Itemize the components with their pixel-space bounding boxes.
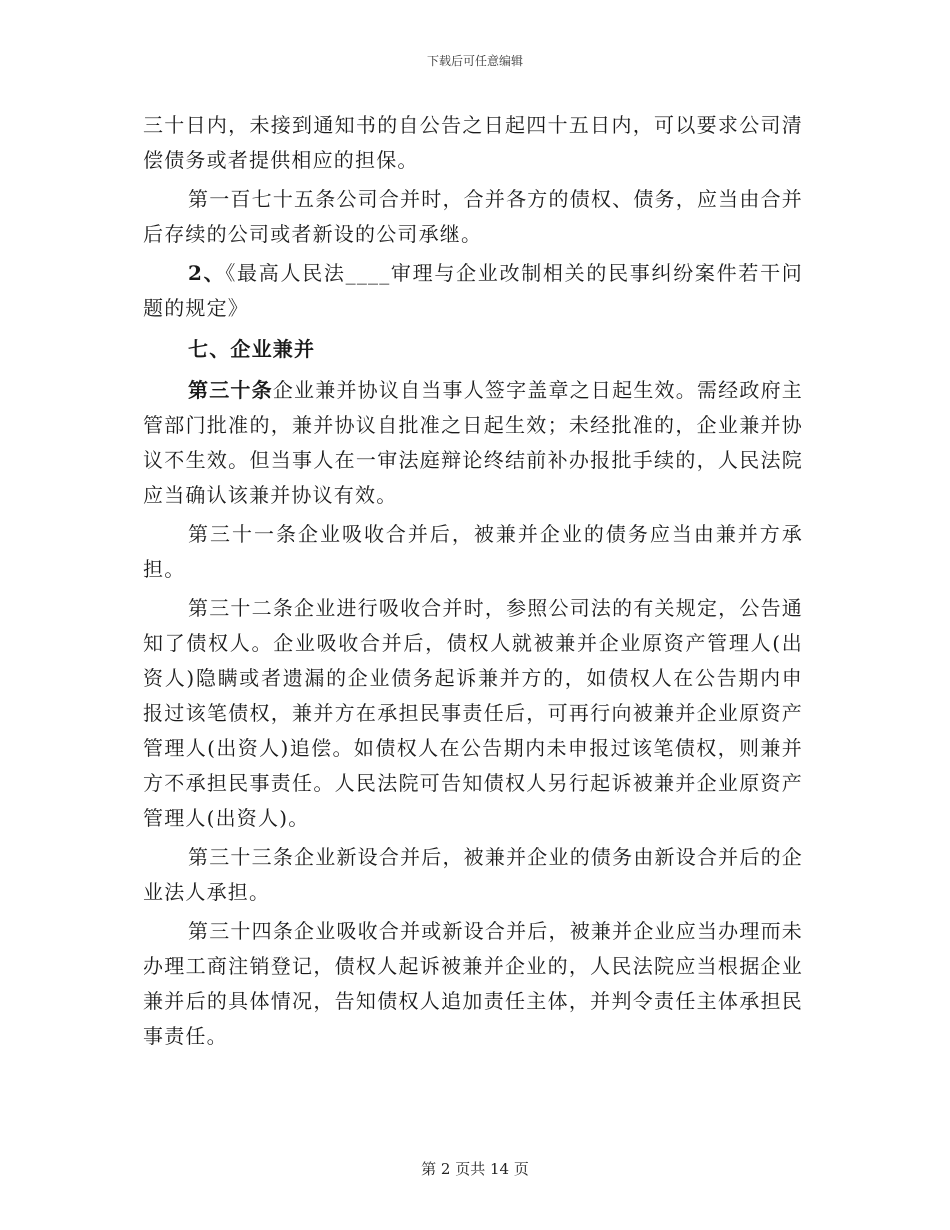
paragraph-regulation-title xyxy=(143,256,803,326)
paragraph-article-30 xyxy=(143,373,803,513)
paragraph-article-31: 第三十一条企业吸收合并后，被兼并企业的债务应当由兼并方承担。 xyxy=(143,522,803,581)
page-header: 下载后可任意编辑 xyxy=(426,54,523,68)
paragraph-article-34: 第三十四条企业吸收合并或新设合并后，被兼并企业应当办理而未办理工商注销登记，债权人起诉被兼并企业的，人民法院应当根据企业兼并后的具体情况，告知债权人追加责任主体，并判令责任主体承担民事责任。 xyxy=(143,919,803,1048)
paragraph-article-32: 第三十二条企业进行吸收合并时，参照公司法的有关规定，公告通知了债权人。企业吸收合并后，债权人就被兼并企业原资产管理人(出资人)隐瞒或者遗漏的企业债务起诉兼并方的，如债权人在公告期内申报过该笔债权，兼并方在承担民事责任后，可再行向被兼并企业原资产管理人(出资人)追偿。如债权人在公告期内未申报过该笔债权，则兼并方不承担民事责任。人民法院可告知债权人另行起诉被兼并企业原资产管理人(出资人)。 xyxy=(143,596,803,830)
article-30-text: 企业兼并协议自当事人签字盖章之日起生效。需经政府主管部门批准的，兼并协议自批准之日起生效；未经批准的，企业兼并协议不生效。但当事人在一审法庭辩论终结前补办报批手续的，人民法院应当确认该兼并协议有效。 xyxy=(143,378,803,507)
paragraph-article-33: 第三十三条企业新设合并后，被兼并企业的债务由新设合并后的企业法人承担。 xyxy=(143,845,803,904)
list-number: 2、 xyxy=(188,261,226,285)
paragraph-article-175: 第一百七十五条公司合并时，合并各方的债权、债务，应当由合并后存续的公司或者新设的公司承继。 xyxy=(143,187,803,246)
article-number: 第三十条 xyxy=(188,378,273,402)
page-footer: 第 2 页共 14 页 xyxy=(421,1160,529,1178)
document-body xyxy=(143,108,803,1058)
section-heading: 七、企业兼并 xyxy=(188,337,316,361)
regulation-title-text: 《最高人民法____审理与企业改制相关的民事纠纷案件若干问题的规定》 xyxy=(143,261,803,320)
paragraph-continuation: 三十日内，未接到通知书的自公告之日起四十五日内，可以要求公司清偿债务或者提供相应的担保。 xyxy=(143,113,803,172)
